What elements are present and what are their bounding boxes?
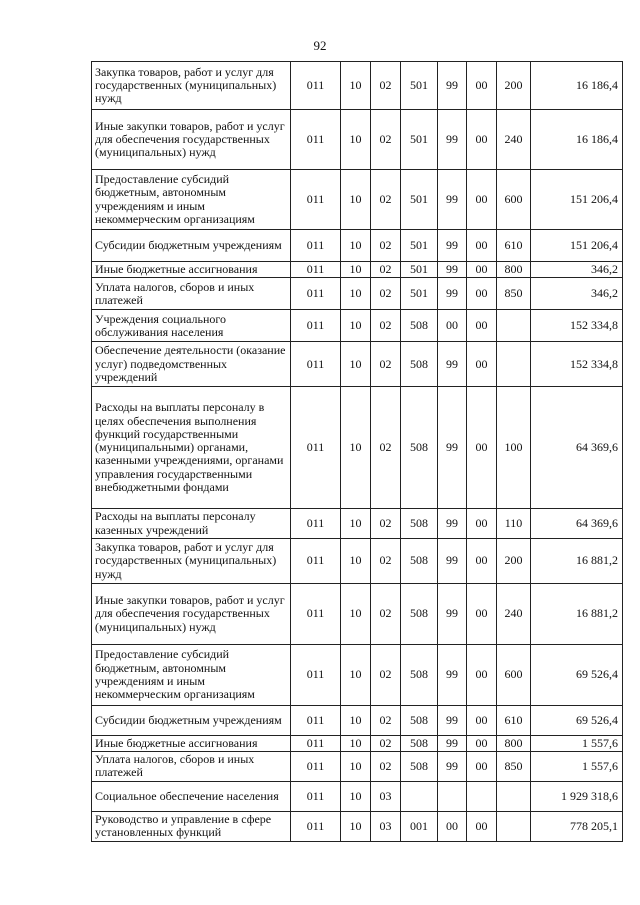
cell-code-7: 110 — [497, 509, 531, 539]
cell-code-4: 508 — [401, 310, 438, 342]
row-name: Иные закупки товаров, работ и услуг для обеспечения государственных (муниципальных) нужд — [92, 583, 291, 644]
cell-code-5: 99 — [438, 62, 467, 110]
cell-amount: 64 369,6 — [531, 509, 623, 539]
cell-code-2: 10 — [341, 538, 371, 583]
cell-code-3: 02 — [371, 342, 401, 387]
row-name: Уплата налогов, сборов и иных платежей — [92, 278, 291, 310]
cell-code-5: 99 — [438, 509, 467, 539]
cell-code-5: 99 — [438, 644, 467, 705]
cell-code-2: 10 — [341, 170, 371, 230]
cell-code-1: 011 — [291, 781, 341, 811]
cell-code-6: 00 — [467, 230, 497, 262]
cell-code-7: 600 — [497, 644, 531, 705]
cell-code-7 — [497, 811, 531, 841]
cell-amount: 16 186,4 — [531, 62, 623, 110]
cell-code-5: 00 — [438, 811, 467, 841]
table-row — [92, 781, 623, 811]
cell-code-7: 800 — [497, 262, 531, 278]
cell-code-3: 02 — [371, 705, 401, 735]
cell-code-7: 240 — [497, 110, 531, 170]
cell-code-3: 02 — [371, 509, 401, 539]
cell-code-3: 02 — [371, 110, 401, 170]
cell-code-6: 00 — [467, 278, 497, 310]
cell-code-2: 10 — [341, 62, 371, 110]
cell-code-1: 011 — [291, 230, 341, 262]
cell-code-1: 011 — [291, 509, 341, 539]
cell-code-5: 99 — [438, 752, 467, 782]
cell-code-4: 501 — [401, 278, 438, 310]
cell-amount: 69 526,4 — [531, 705, 623, 735]
cell-code-5: 99 — [438, 278, 467, 310]
cell-code-4: 508 — [401, 342, 438, 387]
cell-code-7: 240 — [497, 583, 531, 644]
row-name: Расходы на выплаты персоналу казенных учреждений — [92, 509, 291, 539]
cell-code-7: 850 — [497, 278, 531, 310]
cell-code-1: 011 — [291, 387, 341, 509]
cell-code-3: 02 — [371, 278, 401, 310]
cell-code-6: 00 — [467, 811, 497, 841]
cell-code-2: 10 — [341, 583, 371, 644]
cell-code-2: 10 — [341, 310, 371, 342]
cell-code-5: 00 — [438, 310, 467, 342]
row-name: Предоставление субсидий бюджетным, автономным учреждениям и иным некоммерческим организациям — [92, 644, 291, 705]
cell-code-4: 508 — [401, 583, 438, 644]
cell-code-6: 00 — [467, 310, 497, 342]
cell-amount: 152 334,8 — [531, 310, 623, 342]
cell-code-6: 00 — [467, 262, 497, 278]
table-row — [92, 262, 623, 278]
table-row — [92, 310, 623, 342]
table-row — [92, 705, 623, 735]
cell-code-3: 03 — [371, 811, 401, 841]
cell-code-7: 800 — [497, 735, 531, 751]
cell-code-3: 03 — [371, 781, 401, 811]
cell-code-1: 011 — [291, 62, 341, 110]
cell-amount: 1 557,6 — [531, 752, 623, 782]
cell-code-3: 02 — [371, 644, 401, 705]
row-name: Предоставление субсидий бюджетным, автономным учреждениям и иным некоммерческим организациям — [92, 170, 291, 230]
cell-code-1: 011 — [291, 644, 341, 705]
cell-amount: 1 557,6 — [531, 735, 623, 751]
cell-code-6: 00 — [467, 170, 497, 230]
cell-code-7: 610 — [497, 230, 531, 262]
cell-code-1: 011 — [291, 705, 341, 735]
cell-code-3: 02 — [371, 62, 401, 110]
cell-code-2: 10 — [341, 278, 371, 310]
cell-code-4: 001 — [401, 811, 438, 841]
cell-code-7: 610 — [497, 705, 531, 735]
cell-code-1: 011 — [291, 278, 341, 310]
row-name: Субсидии бюджетным учреждениям — [92, 705, 291, 735]
row-name: Иные бюджетные ассигнования — [92, 735, 291, 751]
cell-code-7: 200 — [497, 538, 531, 583]
cell-code-7: 850 — [497, 752, 531, 782]
table-row — [92, 811, 623, 841]
cell-code-4: 508 — [401, 735, 438, 751]
table-row — [92, 387, 623, 509]
table-row — [92, 735, 623, 751]
cell-code-3: 02 — [371, 170, 401, 230]
cell-code-2: 10 — [341, 342, 371, 387]
row-name: Социальное обеспечение населения — [92, 781, 291, 811]
table-row — [92, 170, 623, 230]
row-name: Уплата налогов, сборов и иных платежей — [92, 752, 291, 782]
cell-code-1: 011 — [291, 310, 341, 342]
cell-code-4: 508 — [401, 752, 438, 782]
cell-code-3: 02 — [371, 583, 401, 644]
cell-code-6: 00 — [467, 509, 497, 539]
cell-code-5: 99 — [438, 583, 467, 644]
cell-code-7 — [497, 310, 531, 342]
table-row — [92, 342, 623, 387]
cell-code-4: 508 — [401, 509, 438, 539]
cell-code-4: 501 — [401, 170, 438, 230]
cell-code-4: 501 — [401, 110, 438, 170]
cell-code-2: 10 — [341, 752, 371, 782]
cell-code-6: 00 — [467, 62, 497, 110]
cell-code-4: 508 — [401, 644, 438, 705]
cell-code-7: 100 — [497, 387, 531, 509]
cell-code-1: 011 — [291, 170, 341, 230]
cell-code-6: 00 — [467, 644, 497, 705]
cell-code-4 — [401, 781, 438, 811]
cell-code-2: 10 — [341, 705, 371, 735]
cell-amount: 16 186,4 — [531, 110, 623, 170]
cell-code-4: 501 — [401, 262, 438, 278]
row-name: Учреждения социального обслуживания населения — [92, 310, 291, 342]
cell-amount: 1 929 318,6 — [531, 781, 623, 811]
cell-code-1: 011 — [291, 538, 341, 583]
cell-code-7: 600 — [497, 170, 531, 230]
cell-code-6: 00 — [467, 583, 497, 644]
table-row — [92, 509, 623, 539]
cell-code-6: 00 — [467, 387, 497, 509]
row-name: Субсидии бюджетным учреждениям — [92, 230, 291, 262]
row-name: Иные бюджетные ассигнования — [92, 262, 291, 278]
table-row — [92, 644, 623, 705]
cell-code-1: 011 — [291, 752, 341, 782]
cell-code-7: 200 — [497, 62, 531, 110]
cell-code-5: 99 — [438, 230, 467, 262]
cell-code-5: 99 — [438, 342, 467, 387]
cell-code-3: 02 — [371, 538, 401, 583]
cell-code-7 — [497, 342, 531, 387]
cell-code-6: 00 — [467, 735, 497, 751]
table-row — [92, 230, 623, 262]
table-row — [92, 62, 623, 110]
cell-code-5: 99 — [438, 262, 467, 278]
cell-code-2: 10 — [341, 509, 371, 539]
cell-code-1: 011 — [291, 342, 341, 387]
cell-code-3: 02 — [371, 752, 401, 782]
cell-code-1: 011 — [291, 735, 341, 751]
table-row — [92, 110, 623, 170]
cell-code-3: 02 — [371, 262, 401, 278]
row-name: Обеспечение деятельности (оказание услуг) подведомственных учреждений — [92, 342, 291, 387]
cell-code-6: 00 — [467, 538, 497, 583]
page-number: 92 — [313, 38, 327, 53]
cell-amount: 346,2 — [531, 262, 623, 278]
cell-code-3: 02 — [371, 387, 401, 509]
cell-code-2: 10 — [341, 644, 371, 705]
cell-code-4: 508 — [401, 538, 438, 583]
table-row — [92, 752, 623, 782]
cell-code-3: 02 — [371, 735, 401, 751]
cell-amount: 16 881,2 — [531, 583, 623, 644]
table-row — [92, 538, 623, 583]
cell-code-1: 011 — [291, 811, 341, 841]
cell-code-6: 00 — [467, 110, 497, 170]
cell-code-2: 10 — [341, 735, 371, 751]
cell-amount: 152 334,8 — [531, 342, 623, 387]
cell-code-2: 10 — [341, 230, 371, 262]
cell-code-6: 00 — [467, 752, 497, 782]
cell-amount: 151 206,4 — [531, 230, 623, 262]
cell-amount: 69 526,4 — [531, 644, 623, 705]
cell-amount: 778 205,1 — [531, 811, 623, 841]
cell-code-5: 99 — [438, 110, 467, 170]
cell-code-3: 02 — [371, 230, 401, 262]
row-name: Расходы на выплаты персоналу в целях обеспечения выполнения функций государственными (муниципальными) органами, казенными учреждениями, органами управления государственными внебюджетными фондами — [92, 387, 291, 509]
cell-code-5: 99 — [438, 705, 467, 735]
cell-code-2: 10 — [341, 110, 371, 170]
cell-code-5: 99 — [438, 538, 467, 583]
row-name: Закупка товаров, работ и услуг для государственных (муниципальных) нужд — [92, 538, 291, 583]
cell-code-1: 011 — [291, 583, 341, 644]
cell-code-5: 99 — [438, 387, 467, 509]
cell-code-2: 10 — [341, 262, 371, 278]
cell-code-7 — [497, 781, 531, 811]
cell-code-2: 10 — [341, 387, 371, 509]
row-name: Закупка товаров, работ и услуг для государственных (муниципальных) нужд — [92, 62, 291, 110]
table-row — [92, 583, 623, 644]
row-name: Руководство и управление в сфере установленных функций — [92, 811, 291, 841]
cell-code-2: 10 — [341, 811, 371, 841]
cell-amount: 151 206,4 — [531, 170, 623, 230]
cell-code-4: 508 — [401, 387, 438, 509]
budget-table-body — [92, 62, 623, 842]
cell-code-5: 99 — [438, 735, 467, 751]
cell-code-2: 10 — [341, 781, 371, 811]
cell-amount: 16 881,2 — [531, 538, 623, 583]
cell-code-4: 501 — [401, 62, 438, 110]
cell-code-1: 011 — [291, 262, 341, 278]
cell-amount: 64 369,6 — [531, 387, 623, 509]
cell-code-4: 501 — [401, 230, 438, 262]
cell-code-3: 02 — [371, 310, 401, 342]
cell-code-1: 011 — [291, 110, 341, 170]
cell-code-4: 508 — [401, 705, 438, 735]
table-row — [92, 278, 623, 310]
cell-code-5 — [438, 781, 467, 811]
budget-table — [91, 61, 623, 842]
cell-code-6: 00 — [467, 705, 497, 735]
row-name: Иные закупки товаров, работ и услуг для обеспечения государственных (муниципальных) нужд — [92, 110, 291, 170]
cell-code-6 — [467, 781, 497, 811]
cell-code-5: 99 — [438, 170, 467, 230]
cell-amount: 346,2 — [531, 278, 623, 310]
cell-code-6: 00 — [467, 342, 497, 387]
